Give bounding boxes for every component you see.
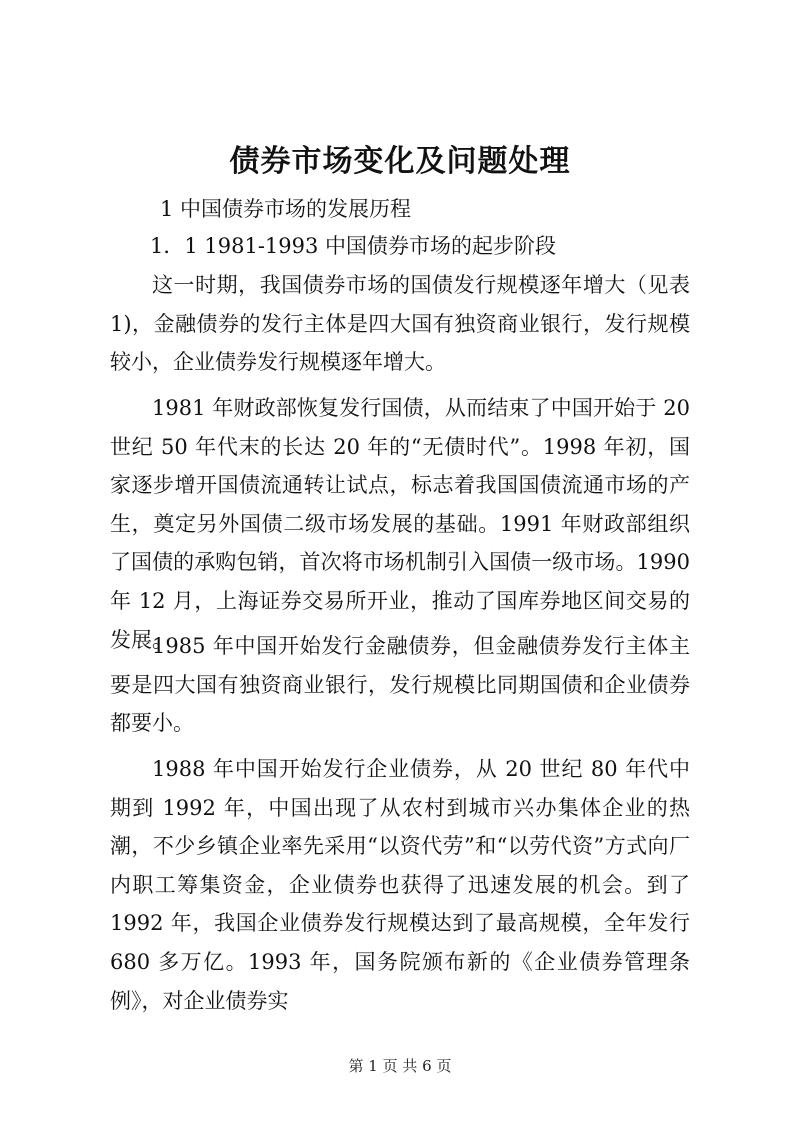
paragraph-block-1: [110, 266, 690, 382]
page-footer: 第 1 页 共 6 页: [348, 1057, 452, 1075]
paragraph-block-2: [110, 389, 690, 659]
paragraph: 1988 年中国开始发行企业债券，从 20 世纪 80 年代中期到 1992 年，中国出现了从农村到城市兴办集体企业的热潮，不少乡镇企业率先采用“以资代劳”和“以劳代资”方式向厂内职工筹集资金，企业债券也获得了迅速发展的机会。到了 1992 年，我国企业债券发行规模达到了最高规模，全年发行 680 多万亿。1993 年，国务院颁布新的《企业债券管理条例》，对企业债券实: [110, 757, 690, 1013]
paragraph-block-3: [110, 627, 690, 743]
paragraph: 1985 年中国开始发行金融债券，但金融债券发行主体主要是四大国有独资商业银行，发行规模比同期国债和企业债券都要小。: [110, 634, 690, 736]
paragraph-block-4: [110, 750, 690, 1020]
paragraph: 1981 年财政部恢复发行国债，从而结束了中国开始于 20 世纪 50 年代末的长达 20 年的“无债时代”。1998 年初，国家逐步增开国债流通转让试点，标志着我国国债流通市场的产生，奠定另外国债二级市场发展的基础。1991 年财政部组织了国债的承购包销，首次将市场机制引入国债一级市场。1990 年 12 月，上海证券交易所开业，推动了国库券地区间交易的发展。: [110, 396, 690, 652]
document-title: 债券市场变化及问题处理: [229, 144, 571, 179]
paragraph: 这一时期，我国债券市场的国债发行规模逐年增大（见表1)，金融债券的发行主体是四大国有独资商业银行，发行规模较小，企业债券发行规模逐年增大。: [110, 273, 690, 375]
subsection-heading: 1．1 1981-1993 中国债券市场的起步阶段: [150, 234, 557, 258]
section-heading: 1 中国债券市场的发展历程: [160, 197, 412, 221]
